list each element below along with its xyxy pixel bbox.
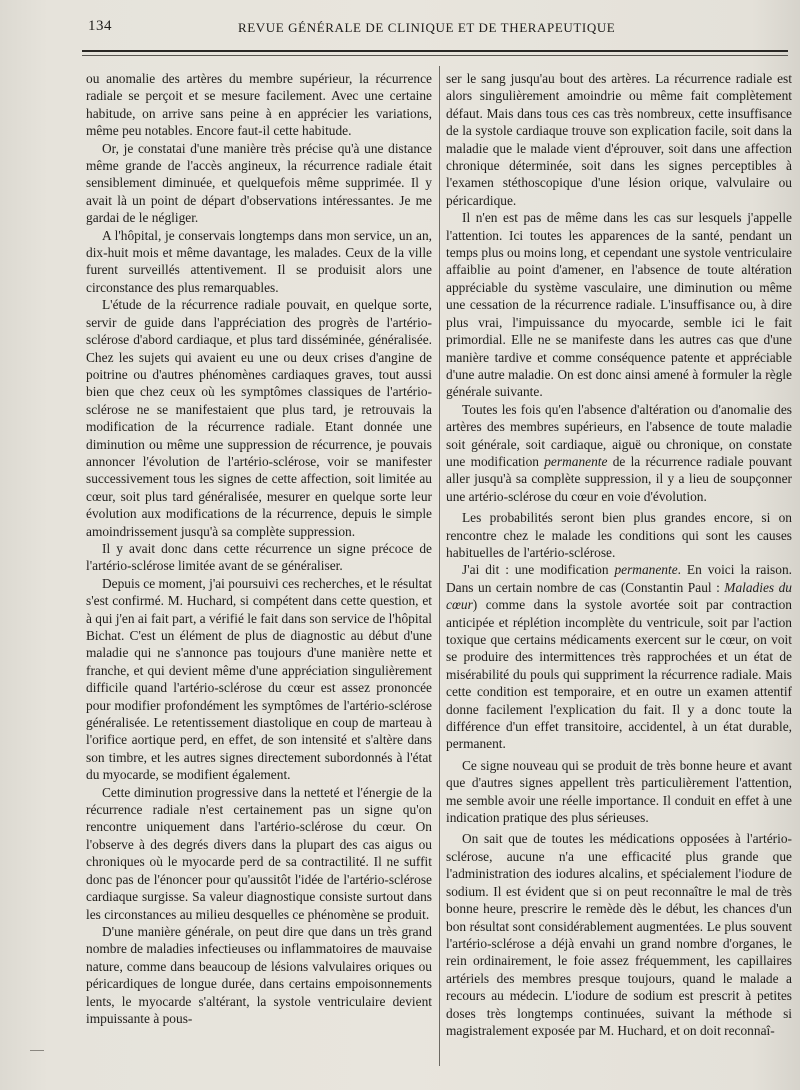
- paragraph: Les probabilités seront bien plus grandes encore, si on rencontre chez le malade les conditions qui sont les causes habituelles de l'artério-sclérose.: [446, 510, 792, 560]
- paragraph: [446, 561, 792, 752]
- text-run: Toutes les fois qu'en l'absence d'altération ou d'anomalie des artères des membres supérieurs, en l'absence de toute maladie soit générale, soit cardiaque, aiguë ou chronique, on constate une modification: [446, 401, 792, 469]
- paragraph: L'étude de la récurrence radiale pouvait, en quelque sorte, servir de guide dans l'appréciation des progrès de l'artério-sclérose d'abord cardiaque, et plus tard disséminée, généralisée. Chez les sujets qui avaient eu une ou deux crises d'angine de poitrine ou d'autres phénomènes cardiaques graves, tout aussi bien que chez ceux où les symptômes classiques de l'artério-sclérose ne se manifestaient que plus tard, je retrouvais la modification de la récurrence radiale. Etant donnée une diminution ou même une suppression de récurrence, je pouvais annoncer l'évolution de l'artério-sclérose, voir se manifester successivement tous les signes de cette affection, soit limitée au cœur, soit plus tard généralisée, mesurer en quelque sorte leur évolution aux modifications de la récurrence, depuis le simple amoindrissement jusqu'à sa complète suppression.: [86, 297, 432, 539]
- emphasis: permanente: [544, 453, 608, 469]
- page-number: 134: [88, 18, 112, 34]
- paragraph: D'une manière générale, on peut dire que dans un très grand nombre de maladies infectieuses ou inflammatoires de mauvaise nature, comme dans beaucoup de lésions valvulaires oriques ou péricardiques de longue durée, dans certains empoisonnements lents, le myocarde s'altérant, la systole ventriculaire devient impuissante à pous-: [86, 923, 432, 1026]
- paragraph: ser le sang jusqu'au bout des artères. La récurrence radiale est alors singulièrement amoindrie ou même fait complètement défaut. Mais dans tous ces cas très nombreux, cette insuffisance de la systole cardiaque trouve son explication facile, soit dans la maladie que le malade vient d'éprouver, soit dans une affection chronique déterminée, soit dans les signes perceptibles à l'examen stéthoscopique d'une lésion orique, valvulaire ou péricardique.: [446, 71, 792, 208]
- text-run: J'ai dit : une modification: [462, 562, 615, 578]
- page-header: [88, 16, 740, 38]
- margin-mark: [30, 1050, 44, 1051]
- text-run: . En voici la raison. Dans un certain nombre de cas (Constantin Paul :: [446, 562, 793, 595]
- paragraph: Il y avait donc dans cette récurrence un signe précoce de l'artério-sclérose limitée avant de se généraliser.: [86, 540, 432, 574]
- paragraph: On sait que de toutes les médications opposées à l'artério-sclérose, aucune n'a une efficacité plus grande que l'administration des iodures alcalins, et spécialement l'iodure de sodium. Il est évident que si on peut reconnaître le mal de très bonne heure, prescrire le remède dès le début, les chances d'un bon résultat sont considérablement augmentées. Le plus souvent l'artério-sclérose a déjà envahi un grand nombre d'organes, le rein ordinairement, le foie assez fréquemment, les capillaires artériels des membres presque toujours, quand le malade a recours au médecin. L'iodure de sodium est prescrit à petites doses très longtemps continuées, suivant la méthode si magistralement exposée par M. Huchard, et on doit reconnaî-: [446, 831, 792, 1038]
- header-rule-thin: [82, 55, 788, 56]
- text-run: de la récurrence radiale pouvant aller jusqu'à sa complète suppression, il y a lieu de soupçonner une artério-sclérose du cœur en voie d'évolution.: [446, 453, 792, 504]
- paragraph: ou anomalie des artères du membre supérieur, la récurrence radiale se perçoit et se mesure facilement. Avec une certaine habitude, on arrive sans peine à en apprécier les variations, même peu notables. Encore faut-il cette habitude.: [86, 71, 432, 139]
- right-column: [446, 70, 792, 1039]
- paragraph: Ce signe nouveau qui se produit de très bonne heure et avant que d'autres signes appellent très particulièrement l'attention, me semble avoir une réelle importance. Il conduit en effet à une indication pratique des plus sérieuses.: [446, 757, 792, 826]
- paragraph: [446, 401, 792, 505]
- left-column: [86, 70, 432, 1027]
- emphasis: Maladies du cœur: [446, 579, 793, 613]
- header-rule: [82, 50, 788, 52]
- emphasis: permanente: [614, 562, 678, 578]
- paragraph: Depuis ce moment, j'ai poursuivi ces recherches, et le résultat s'est confirmé. M. Huchard, si compétent dans cette question, et à qui j'en ai fait part, a vérifié le fait dans son service de l'hôpital Bichat. C'est un élément de plus de diagnostic au début d'une maladie qui ne s'annonce pas toujours d'une manière nette et franche, et qui devient même d'une appréciation singulièrement difficile quand l'artério-sclérose du cœur est assez prononcée pour modifier profondément les symptômes de l'artério-sclérose généralisée. Le retentissement diastolique en coup de marteau à l'orifice aortique perd, en effet, de son intensité et s'altère dans son timbre, et les autres signes directement subordonnés à l'état du myocarde, se modifient également.: [86, 575, 432, 783]
- text-run: ) comme dans la systole avortée soit par contraction anticipée et réplétion incomplète du ventricule, soit par l'action toxique que certains médicaments exercent sur le cœur, on voit se produire des intermittences très rapprochées et un état de misérabilité du pouls qui suppriment la récurrence radiale. Mais cette condition est temporaire, et en outre un examen attentif donne facilement l'explication du fait. Il y a donc toute la différence d'un effet transitoire, accidentel, à un état durable, permanent.: [446, 597, 792, 752]
- paragraph: Or, je constatai d'une manière très précise qu'à une distance même grande de l'accès angineux, la récurrence radiale était sensiblement diminuée, et quelquefois même supprimée. Il y avait là un point de départ d'observations intéressantes. Je me gardai de le négliger.: [86, 140, 432, 226]
- paragraph: Il n'en est pas de même dans les cas sur lesquels j'appelle l'attention. Ici toutes les apparences de la santé, pendant un temps plus ou moins long, et cependant une systole ventriculaire affaiblie au point d'amener, en l'absence de toute altération appréciable du système vasculaire, une diminution ou même une cessation de la récurrence radiale. L'insuffisance ou, à dire plus vrai, l'impuissance du myocarde, semble ici le fait primordial. Elle ne se manifeste dans les autres cas que d'une manière tardive et comme conséquence patente et appréciable d'une autre maladie. On est donc ainsi amené à formuler la règle générale suivante.: [446, 210, 792, 400]
- paragraph: A l'hôpital, je conservais longtemps dans mon service, un an, dix-huit mois et même davantage, les malades. Ceux de la ville furent surveillés attentivement. Il se produisit alors une circonstance des plus remarquables.: [86, 227, 432, 295]
- paragraph: Cette diminution progressive dans la netteté et l'énergie de la récurrence radiale n'est certainement pas un signe qu'on rencontre uniquement dans l'artério-sclérose du cœur. On l'observe à des degrés divers dans la plupart des cas aigus ou chroniques où le myocarde perd de sa contractilité. Il ne suffit donc pas de l'énoncer pour qu'aussitôt l'idée de l'artério-sclérose cardiaque surgisse. Sa valeur diagnostique consiste surtout dans les circonstances au milieu desquelles ce phénomène se produit.: [86, 784, 432, 922]
- running-title: REVUE GÉNÉRALE DE CLINIQUE ET DE THERAPEUTIQUE: [238, 20, 616, 35]
- column-divider: [439, 66, 440, 1066]
